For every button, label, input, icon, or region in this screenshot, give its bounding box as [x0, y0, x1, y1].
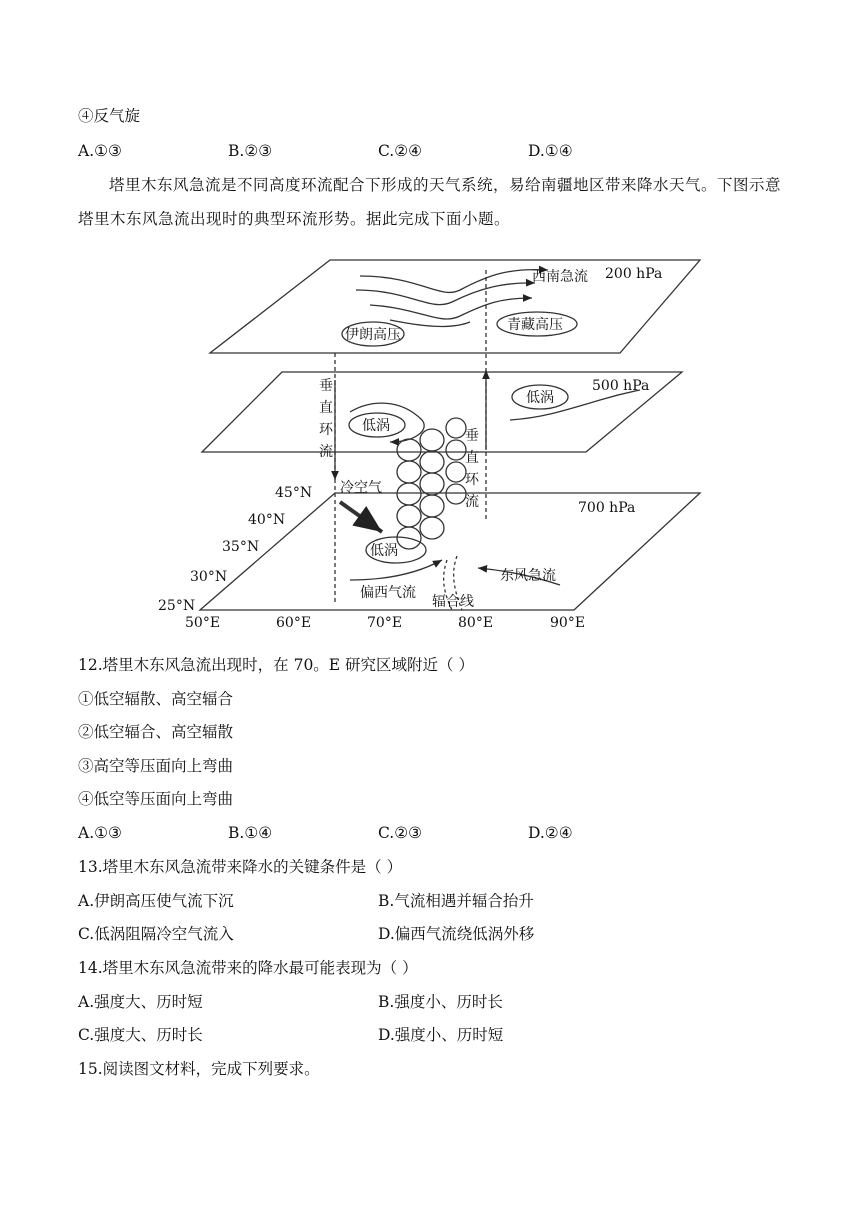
lat-label-40: 40°N [248, 512, 286, 528]
lat-label-25: 25°N [158, 598, 196, 614]
lon-label-80: 80°E [458, 615, 494, 631]
vertical-left-char-4: 流 [319, 444, 333, 460]
q14-choice-b[interactable]: B.强度小、历时长 [378, 993, 503, 1011]
vertical-left-char-3: 环 [319, 422, 333, 438]
tibet-high-label: 青藏高压 [507, 317, 563, 333]
q15-stem: 15.阅读图文材料，完成下列要求。 [78, 1060, 320, 1078]
pressure-200-label: 200 hPa [605, 266, 663, 282]
convergence-line-label: 辐合线 [432, 594, 474, 610]
jet-stream-line-1 [360, 270, 548, 293]
cold-air-label: 冷空气 [340, 480, 382, 496]
lon-label-90: 90°E [550, 615, 586, 631]
q12-item-1: ①低空辐散、高空辐合 [78, 690, 234, 708]
q12-stem: 12.塔里木东风急流出现时，在 70。E 研究区域附近（ ） [78, 656, 474, 674]
vertical-right-char-1: 垂 [465, 428, 479, 444]
pressure-500-label: 500 hPa [592, 378, 650, 394]
q12-choice-c[interactable]: C.②③ [378, 824, 423, 842]
vertical-right-char-4: 流 [465, 494, 479, 510]
lon-label-60: 60°E [276, 615, 312, 631]
vertical-right-char-2: 直 [465, 450, 479, 466]
pressure-700-label: 700 hPa [578, 500, 636, 516]
intro-paragraph: 塔里木东风急流是不同高度环流配合下形成的天气系统，易给南疆地区带来降水天气。下图示意塔里木东风急流出现时的典型环流形势。据此完成下面小题。 [78, 176, 782, 228]
q12-item-3: ③高空等压面向上弯曲 [78, 757, 234, 775]
prev-choice-a[interactable]: A.①③ [78, 142, 122, 160]
lon-label-70: 70°E [367, 615, 403, 631]
q12-item-4: ④低空等压面向上弯曲 [78, 790, 234, 808]
circulation-diagram-svg [158, 250, 663, 635]
mid-low-right-label: 低涡 [526, 390, 554, 406]
prev-choice-b[interactable]: B.②③ [228, 142, 273, 160]
q14-stem: 14.塔里木东风急流带来的降水最可能表现为（ ） [78, 959, 418, 977]
circulation-diagram [158, 250, 663, 635]
vertical-circulation-coil [397, 418, 466, 549]
q13-choice-b[interactable]: B.气流相遇并辐合抬升 [378, 892, 534, 910]
lat-label-30: 30°N [190, 569, 228, 585]
iran-high-label: 伊朗高压 [345, 327, 401, 343]
q13-choice-d[interactable]: D.偏西气流绕低涡外移 [378, 925, 535, 943]
q14-choice-a[interactable]: A.强度大、历时短 [78, 993, 203, 1011]
lat-label-35: 35°N [222, 539, 260, 555]
jet-stream-line-4 [390, 320, 470, 326]
cold-air-arrow [340, 502, 382, 532]
q13-choice-c[interactable]: C.低涡阻隔冷空气流入 [78, 925, 234, 943]
vertical-right-char-3: 环 [465, 472, 479, 488]
prev-choice-c[interactable]: C.②④ [378, 142, 423, 160]
vertical-left-char-2: 直 [319, 400, 333, 416]
jet-stream-line-2 [356, 283, 535, 305]
lat-label-45: 45°N [275, 485, 313, 501]
low-level-low-label: 低涡 [370, 543, 398, 559]
lon-label-50: 50°E [185, 615, 221, 631]
q12-choice-a[interactable]: A.①③ [78, 824, 122, 842]
vertical-left-char-1: 垂 [319, 378, 333, 394]
q12-choice-d[interactable]: D.②④ [528, 824, 573, 842]
sw-jet-label: 西南急流 [532, 269, 588, 285]
prev-option-4: ④反气旋 [78, 107, 141, 125]
westerly-flow-label: 偏西气流 [360, 585, 416, 601]
q13-stem: 13.塔里木东风急流带来降水的关键条件是（ ） [78, 858, 403, 876]
q14-choice-d[interactable]: D.强度小、历时短 [378, 1026, 504, 1044]
prev-choice-d[interactable]: D.①④ [528, 142, 573, 160]
q14-choice-c[interactable]: C.强度大、历时长 [78, 1026, 203, 1044]
east-jet-label: 东风急流 [500, 568, 556, 584]
q12-item-2: ②低空辐合、高空辐散 [78, 723, 234, 741]
q13-choice-a[interactable]: A.伊朗高压使气流下沉 [78, 892, 234, 910]
q12-choice-b[interactable]: B.①④ [228, 824, 273, 842]
mid-low-left-label: 低涡 [362, 418, 390, 434]
